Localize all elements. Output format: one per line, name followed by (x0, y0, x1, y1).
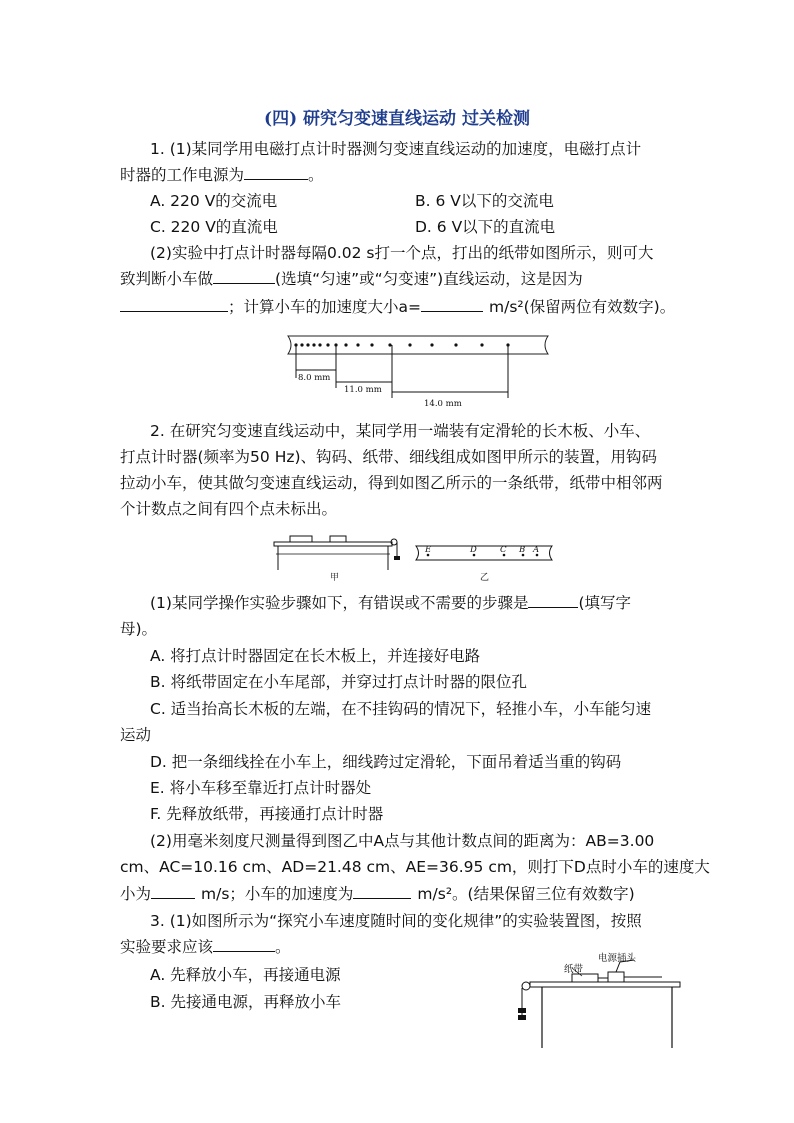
q3-stem-end: 。 (275, 938, 291, 956)
q3-tape-label: 纸带 (564, 964, 584, 975)
q3-answer-blank[interactable] (213, 936, 275, 952)
q2-part2-line3 (120, 883, 635, 905)
q1-part2-line2 (120, 268, 583, 290)
q2-part2-line1: (2)用毫米刻度尺测量得到图乙中A点与其他计数点间的距离为：AB=3.00 (150, 832, 655, 850)
q2-fig-yi-label: 乙 (480, 573, 490, 583)
q2-step-d: D. 把一条细线拴在小车上，细线跨过定滑轮，下面吊着适当重的钩码 (150, 753, 622, 771)
q1-part2-text2: (选填“匀速”或“匀变速”)直线运动，这是因为 (275, 270, 583, 288)
q2-tape-point-a: A (533, 545, 540, 555)
q1-dist-label-2: 11.0 mm (344, 385, 382, 395)
q2-part2-text: 小为 (120, 885, 152, 903)
q1-stem-end: 。 (308, 166, 324, 184)
q2-tape-figure (410, 540, 560, 585)
q1-option-a: A. 220 V的交流电 (150, 192, 278, 210)
q1-accel-unit: m/s²(保留两位有效数字)。 (489, 298, 676, 316)
q2-tape-point-c: C (500, 545, 507, 555)
q1-stem-line1: 1. (1)某同学用电磁打点计时器测匀变速直线运动的加速度，电磁打点计 (150, 140, 642, 158)
q3-plug-label: 电源插头 (598, 953, 637, 964)
q2-fig-jia-label: 甲 (330, 573, 340, 582)
q2-step-a: A. 将打点计时器固定在长木板上，并连接好电路 (150, 647, 481, 665)
q2-part1-text2: (填写字 (578, 594, 632, 612)
q1-stem-line2 (120, 164, 324, 186)
q1-option-b: B. 6 V以下的交流电 (415, 192, 554, 210)
q2-tape-point-e: E (425, 545, 432, 555)
q2-stem-line3: 拉动小车，使其做匀变速直线运动，得到如图乙所示的一条纸带，纸带中相邻两 (120, 474, 663, 492)
q2-step-c-line2: 运动 (120, 726, 152, 744)
q2-stem-line4: 个计数点之间有四个点未标出。 (120, 500, 338, 518)
q2-stem-line1: 2. 在研究匀变速直线运动中，某同学用一端装有定滑轮的长木板、小车、 (150, 422, 651, 440)
page-title: (四) 研究匀变速直线运动 过关检测 (264, 109, 530, 129)
q1-accel-blank[interactable] (421, 296, 483, 312)
q3-option-a: A. 先释放小车，再接通电源 (150, 966, 341, 984)
q2-tape-point-d: D (470, 545, 477, 555)
q1-motion-blank[interactable] (213, 268, 275, 284)
q1-part2-text: 致判断小车做 (120, 270, 214, 288)
q3-stem-line1: 3. (1)如图所示为“探究小车速度随时间的变化规律”的实验装置图，按照 (150, 912, 642, 930)
q2-step-f: F. 先释放纸带，再接通打点计时器 (150, 805, 384, 823)
q2-part2-text2: m/s；小车的加速度为 (201, 885, 354, 903)
q2-step-blank[interactable] (528, 592, 578, 608)
q3-stem-line2 (120, 936, 291, 958)
q2-part1-line2: 母)。 (120, 620, 158, 638)
q2-step-b: B. 将纸带固定在小车尾部，并穿过打点计时器的限位孔 (150, 673, 527, 691)
q1-accel-text: ；计算小车的加速度大小a= (228, 298, 421, 316)
q2-step-c-line1: C. 适当抬高长木板的左端，在不挂钩码的情况下，轻推小车，小车能匀速 (150, 700, 652, 718)
q3-option-b: B. 先接通电源，再释放小车 (150, 993, 341, 1011)
q1-part2-line3 (120, 296, 675, 318)
q2-part2-line2: cm、AC=10.16 cm、AD=21.48 cm、AE=36.95 cm，则打下D点时小车的速度大 (120, 858, 710, 876)
q2-part2-text3: m/s²。(结果保留三位有效数字) (417, 885, 635, 903)
q3-stem-text: 实验要求应该 (120, 938, 214, 956)
q2-apparatus-figure (270, 532, 405, 582)
q2-part1-text: (1)某同学操作实验步骤如下，有错误或不需要的步骤是 (150, 594, 529, 612)
q1-tape-figure (280, 330, 555, 415)
q1-stem-text: 时器的工作电源为 (120, 166, 245, 184)
q2-step-e: E. 将小车移至靠近打点计时器处 (150, 779, 372, 797)
q2-velocity-blank[interactable] (151, 883, 195, 899)
q1-dist-label-1: 8.0 mm (298, 373, 331, 383)
q1-dist-label-3: 14.0 mm (424, 399, 462, 409)
q2-tape-point-b: B (519, 545, 526, 555)
q1-part2-line1: (2)实验中打点计时器每隔0.02 s打一个点，打出的纸带如图所示，则可大 (150, 244, 654, 262)
q1-option-d: D. 6 V以下的直流电 (415, 218, 556, 236)
q2-accel-blank[interactable] (353, 883, 411, 899)
q3-apparatus-figure (512, 950, 682, 1050)
q1-option-c: C. 220 V的直流电 (150, 218, 278, 236)
q2-part1-line1 (150, 592, 631, 614)
q2-stem-line2: 打点计时器(频率为50 Hz)、钩码、纸带、细线组成如图甲所示的装置，用钩码 (120, 448, 658, 466)
q1-reason-blank[interactable] (120, 296, 228, 312)
q1-answer-blank[interactable] (244, 164, 308, 180)
